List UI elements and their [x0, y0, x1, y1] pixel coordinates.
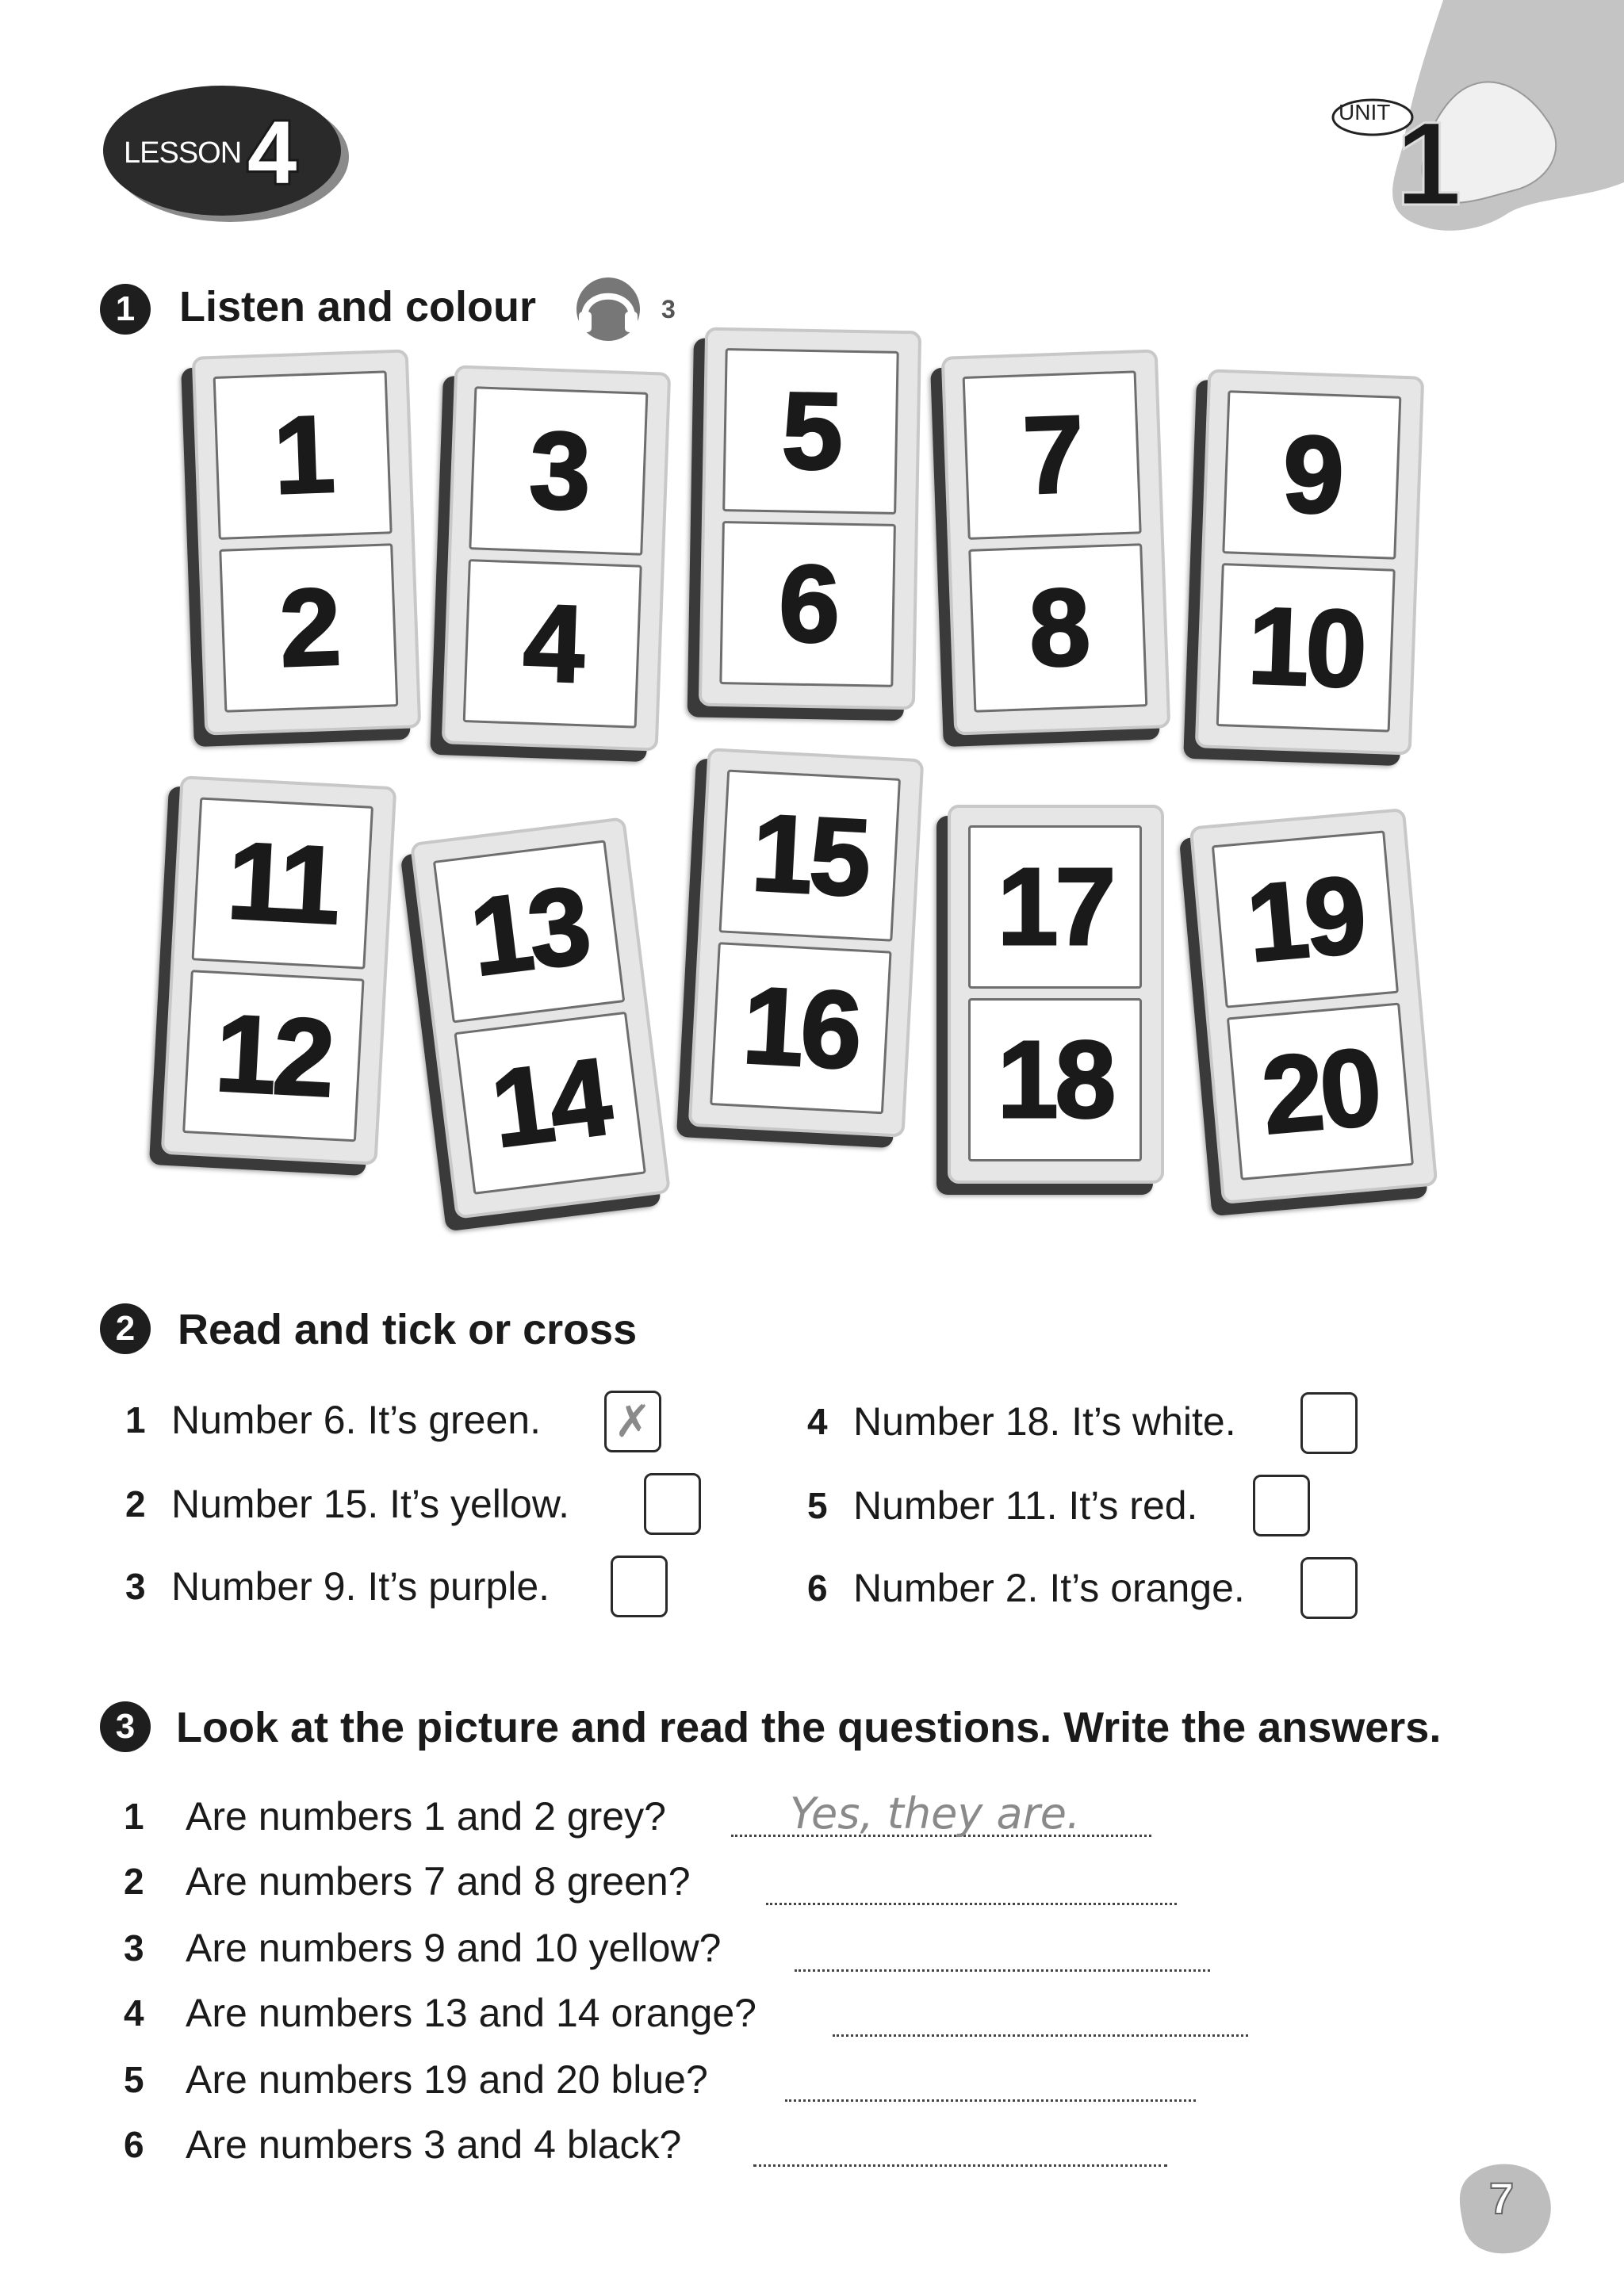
statement-text: Number 11. It’s red.	[853, 1483, 1198, 1528]
domino-number: 4	[463, 559, 642, 729]
question-number: 2	[124, 1861, 144, 1902]
domino-number: 6	[719, 521, 896, 687]
question-number: 5	[124, 2059, 144, 2100]
domino-number: 8	[968, 543, 1147, 713]
domino-number: 5	[722, 348, 899, 515]
domino-17-18	[948, 805, 1164, 1184]
question-text: Are numbers 1 and 2 grey?	[186, 1794, 666, 1839]
domino-number: 10	[1216, 563, 1396, 733]
domino-number: 13	[433, 840, 625, 1023]
domino-9-10	[1195, 369, 1425, 755]
section-1-number: 1	[100, 284, 151, 335]
domino-number: 16	[710, 942, 891, 1114]
item-number: 3	[125, 1566, 146, 1607]
domino-number: 14	[454, 1012, 645, 1195]
answer-text: Yes, they are.	[790, 1789, 1081, 1839]
question-text: Are numbers 7 and 8 green?	[186, 1859, 691, 1904]
section-2-number: 2	[100, 1303, 151, 1354]
unit-label: UNIT	[1339, 100, 1391, 124]
statement-text: Number 18. It’s white.	[853, 1399, 1236, 1444]
statement-text: Number 15. It’s yellow.	[171, 1482, 570, 1526]
domino-1-2	[192, 349, 422, 735]
domino-19-20	[1189, 808, 1438, 1204]
question-number: 4	[124, 1992, 144, 2034]
question-text: Are numbers 9 and 10 yellow?	[186, 1926, 722, 1970]
domino-7-8	[941, 349, 1171, 735]
domino-number: 3	[469, 386, 648, 556]
section-3-title: Look at the picture and read the questions. Write the answers.	[176, 1704, 1442, 1751]
statement-text: Number 2. It’s orange.	[853, 1566, 1245, 1610]
domino-13-14	[410, 817, 671, 1219]
answer-line[interactable]	[785, 2099, 1196, 2102]
item-number: 5	[807, 1485, 828, 1526]
question-number: 3	[124, 1927, 144, 1969]
question-text: Are numbers 3 and 4 black?	[186, 2122, 682, 2167]
domino-number: 2	[219, 543, 398, 713]
lesson-label: LESSON	[124, 136, 242, 170]
section-1-title: Listen and colour	[179, 283, 537, 331]
domino-number: 19	[1212, 830, 1399, 1008]
lesson-number: 4	[247, 103, 297, 202]
domino-number: 9	[1222, 390, 1401, 560]
question-number: 6	[124, 2124, 144, 2165]
domino-number: 15	[719, 770, 901, 942]
domino-11-12	[161, 775, 397, 1165]
domino-number: 17	[968, 825, 1142, 989]
question-text: Are numbers 13 and 14 orange?	[186, 1991, 756, 2035]
question-text: Are numbers 19 and 20 blue?	[186, 2057, 708, 2102]
domino-number: 7	[963, 370, 1142, 540]
statement-text: Number 6. It’s green.	[171, 1398, 541, 1442]
question-number: 1	[124, 1796, 144, 1837]
tick-cross-box[interactable]	[611, 1556, 668, 1617]
answer-line[interactable]	[766, 1903, 1177, 1905]
answer-line[interactable]	[795, 1969, 1210, 1972]
item-number: 6	[807, 1567, 828, 1609]
answer-line[interactable]	[753, 2164, 1167, 2167]
domino-number: 20	[1227, 1003, 1414, 1181]
domino-number: 11	[192, 798, 373, 970]
headphones-icon	[565, 274, 652, 345]
page-number: 7	[1489, 2173, 1515, 2223]
section-2-title: Read and tick or cross	[178, 1306, 638, 1353]
item-number: 2	[125, 1483, 146, 1525]
domino-5-6	[699, 327, 921, 710]
audio-track-number: 3	[661, 295, 676, 323]
unit-number: 1	[1396, 97, 1462, 230]
domino-15-16	[688, 748, 925, 1138]
tick-cross-box[interactable]	[1300, 1392, 1358, 1454]
tick-cross-box[interactable]	[1300, 1557, 1358, 1619]
item-number: 1	[125, 1399, 146, 1441]
answer-line[interactable]	[833, 2034, 1248, 2037]
tick-cross-box[interactable]: ✗	[604, 1391, 661, 1452]
domino-number: 12	[182, 970, 364, 1142]
domino-number: 1	[213, 370, 393, 540]
section-3-number: 3	[100, 1701, 151, 1752]
domino-number: 18	[968, 998, 1142, 1161]
statement-text: Number 9. It’s purple.	[171, 1564, 550, 1609]
domino-3-4	[442, 365, 672, 751]
tick-cross-box[interactable]	[644, 1473, 701, 1535]
tick-cross-box[interactable]	[1253, 1475, 1310, 1536]
item-number: 4	[807, 1401, 828, 1442]
